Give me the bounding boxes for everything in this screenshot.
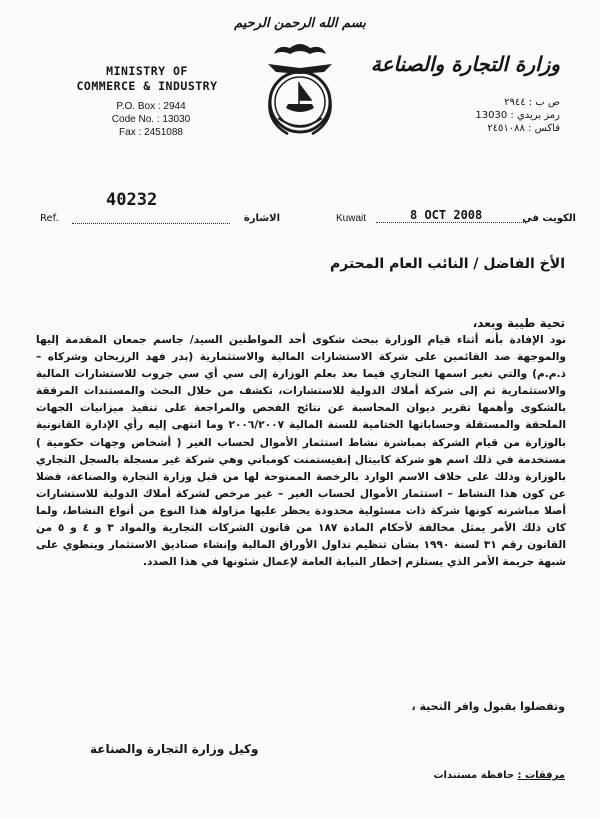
contact-block-en xyxy=(96,100,206,139)
letter-body xyxy=(36,332,566,571)
signature-title: وكيل وزارة التجارة والصناعة xyxy=(90,742,259,756)
reference-row xyxy=(40,213,280,229)
fax-en: Fax : 2451088 xyxy=(119,127,183,138)
date-stamp: 8 OCT 2008 xyxy=(410,208,483,222)
body-paragraph: نود الإفادة بأنه أثناء قيام الوزارة ببحث شكوى أحد المواطنين السيد/ جاسم جمعان المقدمة إليها والموجهة ضد القائمين على شركة الاستشارات المالية والاستثمارية (بدر فهد الرزيحان وشركاه – ذ.م.م) والتي تغير اسمها التجاري فيما بعد بعلم الوزارة إلى سي أي سي جروب للاستشارات المالية والاستثمارية ثم إلى شركة أملاك الدولية للاستشارات، تكشف من خلال البحث والمستندات المرفقة بالشكوى وأهمها تقرير ديوان المحاسبة عن نتائج الفحص والمراجعة على تنفيذ ميزانيات الجهات الملحقة والمستقلة وحساباتها الختامية للسنة المالية ٢٠٠٦/٢٠٠٧ وما انتهى إليه رأي الإدارة القانونية بالوزارة من قيام الشركة بمباشرة نشاط استثمار الأموال لحساب الغير ( أشخاص وجهات حكومية ) مستخدمة في ذلك اسم هو شركة كابيتال إنفيستمنت كومباني وهي شركة غير مسجلة بالسجل التجاري بالوزارة وذلك على خلاف الاسم الوارد بالرخصة الممنوحة لها من قبل وزارة التجارة والصناعة، فضلا عن كون هذا النشاط – استثمار الأموال لحساب الغير – غير مرخص لشركة أملاك الدولية للاستشارات أصلا مباشرته كونها شركة ذات مسئولية محدودة يحظر عليها مزاولة هذا النوع من أنواع النشاط، ولما كان ذلك الأمر يمثل مخالفة لأحكام المادة ١٨٧ من قانون الشركات التجارية والمواد ٣ و ٤ و ٥ من القانون رقم ٣١ لسنة ١٩٩٠ بشأن تنظيم تداول الأوراق المالية وإنشاء صناديق الاستثمار وينطوي على شبهة جريمة الأمر الذي يستلزم إخطار النيابة العامة لإعمال شئونها في هذا الصدد. xyxy=(36,334,566,569)
ministry-name-en-line1: MINISTRY OF xyxy=(106,64,188,78)
po-box-ar: ص ب : ٢٩٤٤ xyxy=(504,97,560,108)
closing: وتفضلوا بقبول وافر التحية ، xyxy=(411,700,565,713)
attachments xyxy=(210,770,565,781)
reference-line xyxy=(72,223,230,224)
po-box-en: P.O. Box : 2944 xyxy=(116,101,186,112)
ministry-name-en-line2: COMMERCE & INDUSTRY xyxy=(76,79,218,93)
date-row xyxy=(336,208,576,228)
kuwait-emblem-icon xyxy=(248,38,352,142)
reference-number: 40232 xyxy=(106,190,158,210)
date-line xyxy=(376,222,526,223)
contact-block-ar xyxy=(410,96,560,135)
addressee: الأخ الفاضل / النائب العام المحترم xyxy=(329,256,565,272)
reference-label-en: Ref. xyxy=(40,213,59,224)
ministry-name-ar: وزارة التجارة والصناعة xyxy=(370,52,560,76)
basmala: بسم الله الرحمن الرحيم xyxy=(234,16,366,31)
code-no-ar: رمز بريدي : 13030 xyxy=(475,110,560,121)
code-no-en: Code No. : 13030 xyxy=(111,114,191,125)
greeting: تحية طيبة وبعد، xyxy=(472,316,565,330)
city-label-en: Kuwait xyxy=(336,213,367,224)
city-label-ar: الكويت في xyxy=(522,213,576,224)
attachments-value: حافظة مستندات xyxy=(433,770,515,781)
fax-ar: فاكس : ٢٤٥١٠٨٨ xyxy=(487,123,560,134)
ministry-name-en xyxy=(62,64,232,94)
reference-label-ar: الاشارة xyxy=(243,213,280,224)
attachments-label: مرفقات : xyxy=(517,770,565,781)
